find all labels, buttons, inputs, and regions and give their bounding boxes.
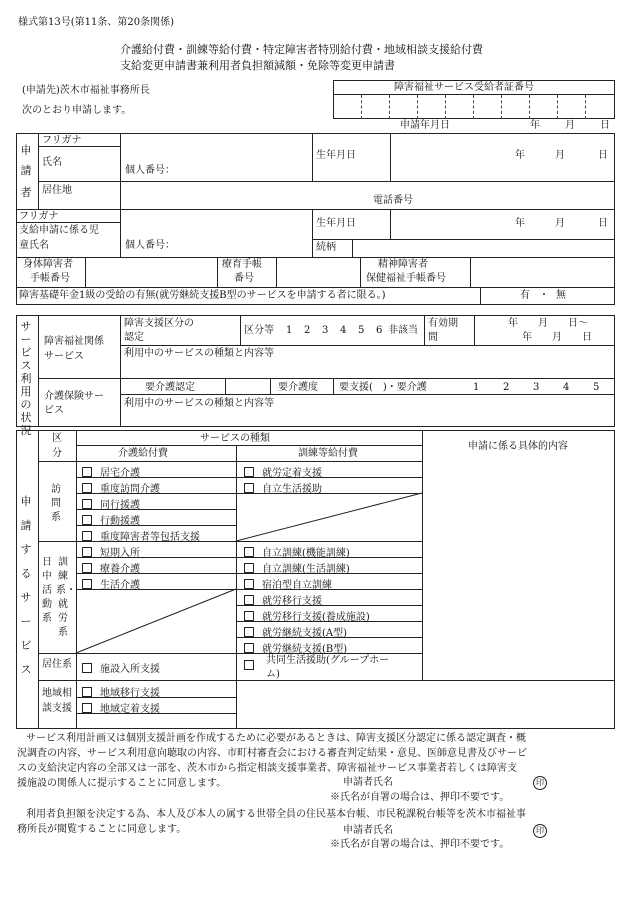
category-header-1: 区 — [52, 433, 62, 444]
item-label: 行動援護 — [100, 516, 140, 527]
training-employment-label: 訓練系・就労系 — [56, 557, 76, 638]
item-label: 地域移行支援 — [100, 688, 160, 699]
category-4: 4 — [340, 325, 347, 336]
consent-paragraph-1-line-2: 況調査の内容、サービス利用意向聴取の内容、市町村審査会における審査判定結果・意見、医師意見書及びサービ — [17, 748, 527, 759]
welfare-service-types: 利用中のサービスの種類と内容等 — [124, 348, 274, 359]
care-service-types: 利用中のサービスの種類と内容等 — [124, 398, 274, 409]
item-label: 就労移行支援 — [262, 596, 322, 607]
applicant-name-label: 氏名 — [42, 157, 62, 168]
item-label: 同行援護 — [100, 500, 140, 511]
title-line-1: 介護給付費・訓練等給付費・特定障害者特別給付費・地域相談支援給付費 — [120, 43, 483, 56]
consent-paragraph-2-line-2: 務所長が閲覧することに同意します。 — [17, 824, 187, 835]
ryoiku-handbook-label-2: 番号 — [234, 273, 254, 284]
care-certification-label: 要介護認定 — [145, 382, 195, 393]
applicant-birth-year: 年 — [515, 150, 525, 161]
care-facility-item[interactable] — [82, 660, 160, 675]
child-name-label-1: 支給申請に係る児 — [19, 225, 99, 236]
validity-label-1: 有効期 — [428, 318, 458, 329]
applicant-phone-label: 電話番号 — [373, 195, 413, 206]
child-name-label-2: 童氏名 — [19, 240, 49, 251]
date-year: 年 — [530, 120, 540, 131]
checkbox[interactable] — [82, 663, 92, 673]
item-label: 地域定着支援 — [100, 704, 160, 715]
blank-diagonal — [236, 493, 422, 541]
child-birth-year: 年 — [515, 218, 525, 229]
signer-label-2: 申請者氏名 — [343, 825, 393, 836]
checkbox[interactable] — [82, 483, 92, 493]
item-label: 療養介護 — [100, 564, 140, 575]
seal-note-1: ※氏名が自署の場合は、押印不要です。 — [330, 792, 510, 803]
physical-handbook-label-1: 身体障害者 — [23, 259, 73, 270]
checkbox[interactable] — [82, 687, 92, 697]
item-label: 居宅介護 — [100, 468, 140, 479]
intro-text: 次のとおり申請します。 — [22, 105, 132, 116]
pension-yes: 有 — [520, 290, 530, 301]
title-line-2: 支給変更申請書兼利用者負担額減額・免除等変更申請書 — [120, 59, 395, 72]
category-3: 3 — [322, 325, 329, 336]
item-label: 就労定着支援 — [262, 468, 322, 479]
care-level-4: 4 — [563, 382, 570, 393]
residence-label: 居住系 — [42, 659, 72, 670]
item-label: 自立訓練(機能訓練) — [262, 548, 350, 559]
item-label: 生活介護 — [100, 580, 140, 591]
consent-paragraph-1-line-1: サービス利用計画又は個別支援計画を作成するために必要があるときは、障害支援区分認定に係る認定調査・概 — [26, 733, 526, 744]
consent-paragraph-2-line-1: 利用者負担額を決定する為、本人及び本人の属する世帯全員の住民基本台帳、市民税課税台帳等を茨木市福祉事 — [26, 809, 526, 820]
applicant-side-3: 者 — [20, 186, 32, 199]
service-types-header: サービスの種類 — [200, 433, 270, 444]
day-activity-label: 日中活動系 — [42, 557, 52, 624]
category-header-2: 分 — [52, 448, 62, 459]
seal-mark-2: 印 — [533, 824, 547, 838]
item-label: 施設入所支援 — [100, 664, 160, 675]
checkbox[interactable] — [244, 595, 254, 605]
care-insurance-label-2: ビス — [44, 405, 64, 416]
addressee: (申請先)茨木市福祉事務所長 — [22, 85, 150, 96]
group-home-label-2: ム) — [266, 669, 280, 680]
category-not-applicable: 非該当 — [388, 325, 418, 336]
checkbox[interactable] — [244, 627, 254, 637]
pension-no: 無 — [556, 290, 566, 301]
care-level-label: 要介護度 — [278, 382, 318, 393]
item-label: 就労継続支援(A型) — [262, 628, 348, 639]
item-label: 自立生活援助 — [262, 484, 322, 495]
child-birth-label: 生年月日 — [316, 218, 356, 229]
category-5: 5 — [358, 325, 365, 336]
item-label: 重度障害者等包括支援 — [100, 532, 200, 543]
category-label: 区分等 — [244, 325, 274, 336]
mental-handbook-label-1: 精神障害者 — [378, 259, 428, 270]
pension-separator: ・ — [539, 290, 549, 301]
validity-period-start: 年 月 日〜 — [508, 318, 588, 329]
form-number: 様式第13号(第11条、第20条関係) — [18, 17, 174, 28]
applicant-side-1: 申 — [20, 144, 32, 157]
welfare-label-2: サービス — [44, 351, 84, 362]
consent-paragraph-1-line-3: スの支給決定内容の全部又は一部を、茨木市から指定相談支援事業者、障害福祉サービス事業者若しくは障害支 — [17, 763, 517, 774]
category-2: 2 — [304, 325, 311, 336]
checkbox[interactable] — [244, 643, 254, 653]
care-level-1: 1 — [473, 382, 480, 393]
date-day: 日 — [600, 120, 610, 131]
care-insurance-label-1: 介護保険サー — [44, 391, 104, 402]
item-label: 宿泊型自立訓練 — [262, 580, 332, 591]
care-level-5: 5 — [593, 382, 600, 393]
applicant-personal-number: 個人番号： — [125, 165, 175, 176]
checkbox[interactable] — [244, 467, 254, 477]
community-support-label: 地域相談支援 — [42, 688, 72, 714]
validity-label-2: 間 — [428, 332, 438, 343]
applicant-address-label: 居住地 — [42, 185, 72, 196]
application-date-label: 申請年月日 — [400, 120, 450, 131]
checkbox[interactable] — [244, 611, 254, 621]
child-furigana: フリガナ — [19, 211, 59, 222]
care-level-2: 2 — [503, 382, 510, 393]
seal-mark-1: 印 — [533, 776, 547, 790]
checkbox[interactable] — [244, 483, 254, 493]
applicant-furigana: フリガナ — [42, 135, 82, 146]
ryoiku-handbook-label-1: 療育手帳 — [222, 259, 262, 270]
certificate-number-label: 障害福祉サービス受給者証番号 — [394, 82, 534, 93]
support-category-label-1: 障害支援区分の — [124, 318, 194, 329]
item-label: 就労継続支援(B型) — [262, 644, 348, 655]
consent-paragraph-1-line-4: 援施設の関係人に提示することに同意します。 — [17, 778, 227, 789]
checkbox[interactable] — [82, 579, 92, 589]
child-birth-month: 月 — [555, 218, 565, 229]
child-personal-number: 個人番号： — [125, 240, 175, 251]
signer-label-1: 申請者氏名 — [343, 777, 393, 788]
pension-label: 障害基礎年金1級の受給の有無(就労継続支援B型のサービスを申請する者に限る。) — [19, 290, 386, 301]
child-relation-label: 続柄 — [316, 242, 336, 253]
detail-header: 申請に係る具体的内容 — [468, 441, 568, 452]
checkbox[interactable] — [244, 660, 254, 670]
seal-note-2: ※氏名が自署の場合は、押印不要です。 — [330, 839, 510, 850]
visit-category-label: 訪問系 — [51, 484, 61, 523]
checkbox[interactable] — [244, 579, 254, 589]
item-label: 短期入所 — [100, 548, 140, 559]
child-birth-day: 日 — [598, 218, 608, 229]
applicant-birth-label: 生年月日 — [316, 150, 356, 161]
support-need-label: 要支援( )・要介護 — [339, 382, 427, 393]
usage-side-label: サービス利用の状況 — [20, 320, 32, 437]
care-level-3: 3 — [533, 382, 540, 393]
applicant-birth-day: 日 — [598, 150, 608, 161]
date-month: 月 — [565, 120, 575, 131]
physical-handbook-label-2: 手帳番号 — [30, 273, 70, 284]
item-label: 自立訓練(生活訓練) — [262, 564, 350, 575]
group-home-label-1: 共同生活援助(グループホー — [266, 655, 390, 666]
item-label: 重度訪問介護 — [100, 484, 160, 495]
item-label: 就労移行支援(養成施設) — [262, 612, 370, 623]
category-1: 1 — [286, 325, 293, 336]
mental-handbook-label-2: 保健福祉手帳番号 — [366, 273, 446, 284]
services-side-label: 申請するサービス — [20, 495, 32, 676]
checkbox[interactable] — [82, 563, 92, 573]
training-benefit-header: 訓練等給付費 — [298, 448, 358, 459]
support-category-label-2: 認定 — [124, 332, 144, 343]
applicant-side-2: 請 — [20, 164, 32, 177]
checkbox[interactable] — [82, 467, 92, 477]
applicant-birth-month: 月 — [555, 150, 565, 161]
checkbox[interactable] — [82, 499, 92, 509]
checkbox[interactable] — [244, 547, 254, 557]
blank-diagonal — [76, 589, 236, 653]
welfare-label-1: 障害福祉関係 — [44, 336, 104, 347]
care-benefit-header: 介護給付費 — [118, 448, 168, 459]
category-6: 6 — [376, 325, 383, 336]
validity-period-end: 年 月 日 — [522, 332, 592, 343]
checkbox[interactable] — [82, 531, 92, 541]
checkbox[interactable] — [82, 547, 92, 557]
checkbox[interactable] — [82, 703, 92, 713]
checkbox[interactable] — [82, 515, 92, 525]
checkbox[interactable] — [244, 563, 254, 573]
train-group-home-item[interactable] — [244, 660, 262, 672]
